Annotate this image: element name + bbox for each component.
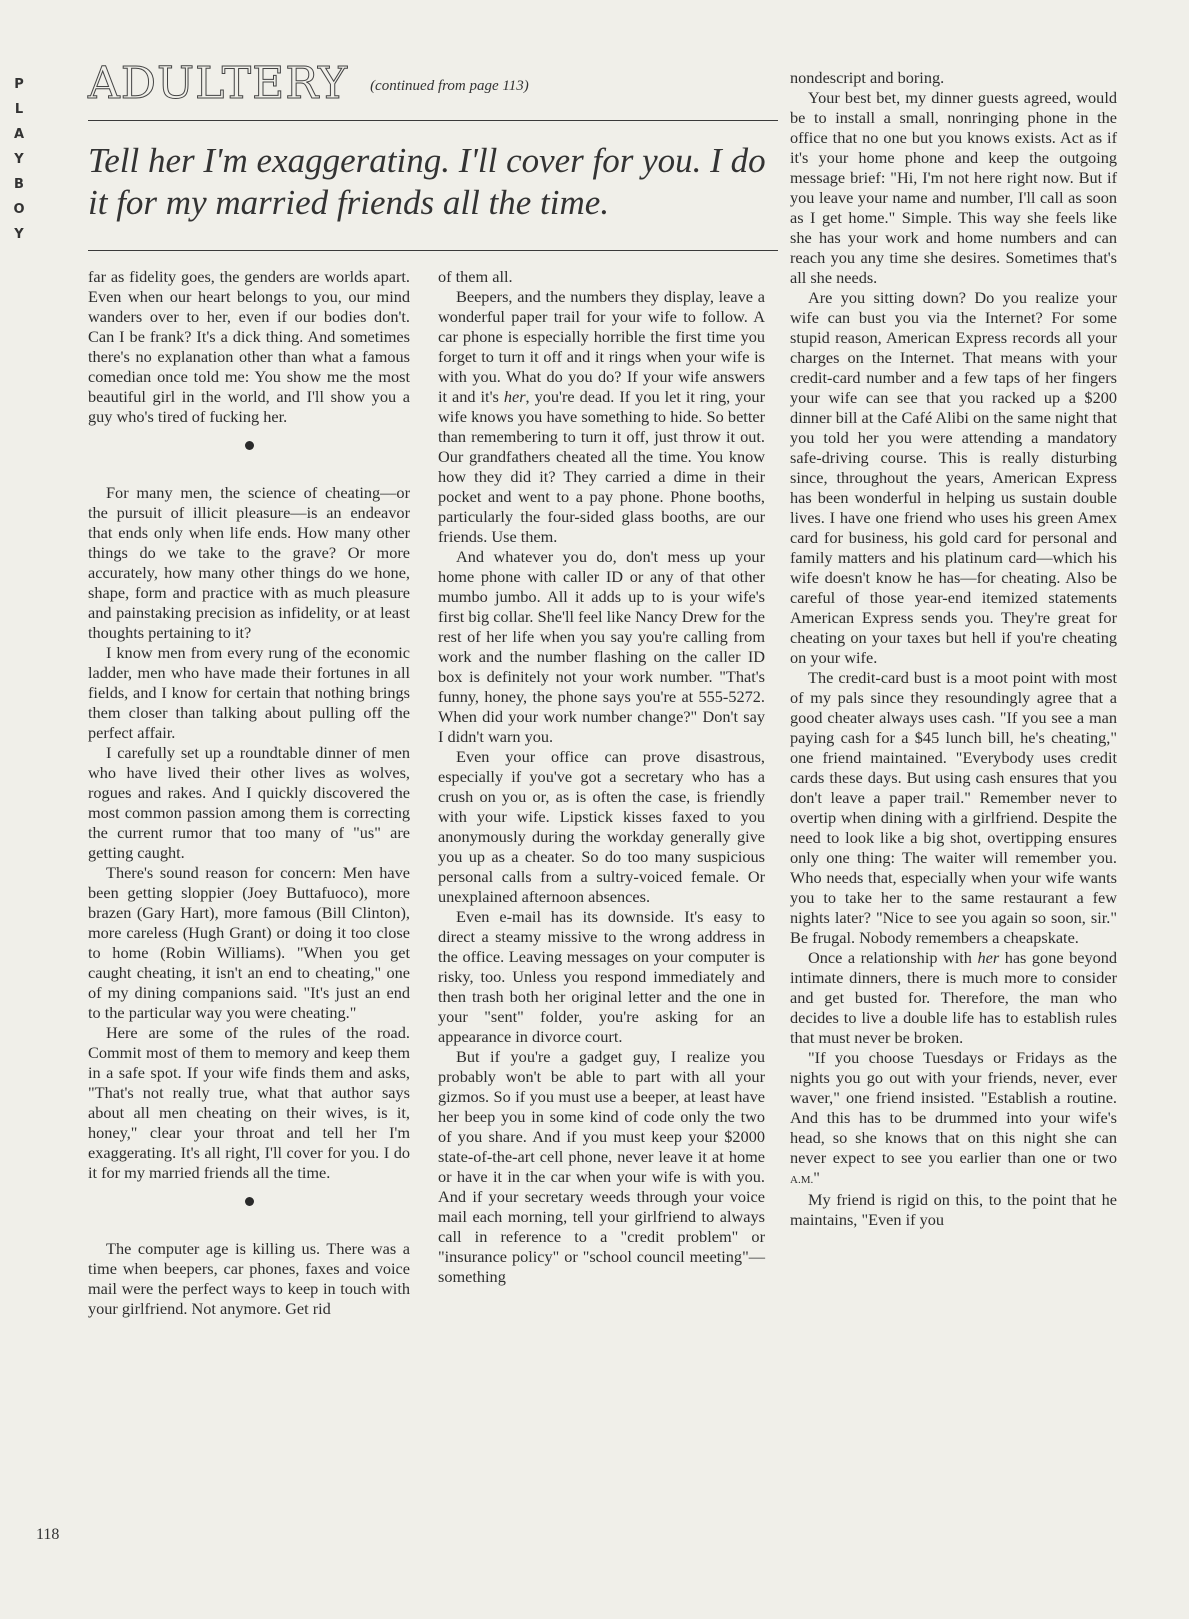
paragraph: I carefully set up a roundtable dinner of men who have lived their other lives as wolves, rogues and rakes. And I quickly discovered the most common passion among them is correcting the current rumor that too many of "us" are getting caught. [88,743,410,862]
text-run: Beepers, and the numbers they display, leave a wonderful paper trail for your wife to follow. A car phone is especially horrible the first time you forget to turn it off and it rings when your wife is with you. What do you do? If your wife answers it and it's [438,287,765,406]
page-number: 118 [36,1526,60,1543]
paragraph [790,1048,1117,1190]
section-bullet [245,441,254,450]
pull-quote-rule [88,250,778,251]
section-title: ADULTERY [88,58,349,109]
paragraph [790,948,1117,1048]
text-run: , you're dead. If you let it ring, your wife knows you have something to hide. So better than remembering to turn it off, just throw it out. Our grandfathers cheated all the time. You know how they did it? They carried a dime in their pocket and went to a pay phone. Phone booths, particularly the four-sided glass booths, are our friends. Use them. [438,387,765,546]
paragraph: There's sound reason for concern: Men have been getting sloppier (Joey Buttafuoco), more brazen (Gary Hart), more famous (Bill Clinton), more careless (Hugh Grant) or doing it too close to home (Robin Williams). "When you get caught cheating, it isn't an end to cheating," one of my dining companions said. "It's just an end to the particular way you were cheating." [88,863,410,1022]
paragraph: Here are some of the rules of the road. Commit most of them to memory and keep them in a safe spot. If your wife finds them and asks, "That's not really true, what that author says about all men cheating on their wives, is it, honey," clear your throat and tell her I'm exaggerating. It's all right, I'll cover for you. I do it for my married friends all the time. [88,1023,410,1182]
text-run: "If you choose Tuesdays or Fridays as the nights you go out with your friends, never, ever waver," one friend insisted. "Establish a routine. And this has to be drummed into your wife's head, so she knows that on this night she can never expect to see you earlier than one or two [790,1048,1117,1167]
emphasis: her [503,387,526,406]
text-run: " [813,1168,820,1187]
header-rule [88,120,778,121]
paragraph: The credit-card bust is a moot point with most of my pals since they resoundingly agree that a good cheater always uses cash. "If you see a man paying cash for a $45 lunch bill, he's cheating," one friend maintained. "Everybody uses credit cards these days. But using cash ensures that you don't leave a paper trail." Remember never to overtip when dining with a girlfriend. Despite the need to look like a big shot, overtipping ensures only one thing: The waiter will remember you. Who needs that, especially when your wife wants you to take her to the same restaurant a few nights later? "Nice to see you again so soon, sir." Be frugal. Nobody remembers a cheapskate. [790,668,1117,947]
section-bullet [245,1197,254,1206]
magazine-letter: Y [14,227,24,242]
small-caps-am: A.M. [790,1174,814,1186]
paragraph [438,287,765,547]
pull-quote: Tell her I'm exaggerating. I'll cover for you. I do it for my married friends all the time. [88,141,766,222]
paragraph: And whatever you do, don't mess up your home phone with caller ID or any of that other mumbo jumbo. All it adds up to is your wife's first big collar. She'll feel like Nancy Drew for the rest of her life when you say you're calling from work and the number flashing on the caller ID box is definitely not your work number. "That's funny, honey, the phone says you're at 555-5272. When did your work number change?" Don't say I didn't warn you. [438,547,765,746]
magazine-letter: P [14,77,24,92]
magazine-letter: B [14,177,24,192]
column-3 [790,68,1117,1230]
paragraph: Are you sitting down? Do you realize your wife can bust you via the Internet? For some stupid reason, American Express records all your charges on the Internet. That means with your credit-card number and a few taps of her fingers your wife can see that you racked up a $200 dinner bill at the Café Alibi on the same night that you told her you were attending a mandatory safe-driving course. This is really disturbing since, throughout the years, American Express has been wonderful in helping us sustain double lives. I have one friend who uses his green Amex card for business, his gold card for personal and family matters and his platinum card—which his wife doesn't know he has—for cheating. Also be careful of those year-end itemized statements American Express sends you. They're great for cheating on your taxes but hell if you're cheating on your wife. [790,288,1117,667]
column-1 [88,267,410,1319]
magazine-letter: L [14,102,24,117]
paragraph: Your best bet, my dinner guests agreed, would be to install a small, nonringing phone in the office that no one but you knows exists. Act as if it's your home phone and keep the outgoing message brief: "Hi, I'm not here right now. But if you leave your name and number, I'll call as soon as I get home." Simple. This way she feels like she has your work and home numbers and can reach you any time she desires. Sometimes that's all she needs. [790,88,1117,287]
paragraph: The computer age is killing us. There was a time when beepers, car phones, faxes and voice mail were the perfect ways to keep in touch with your girlfriend. Not anymore. Get rid [88,1239,410,1318]
paragraph: I know men from every rung of the economic ladder, men who have made their fortunes in all fields, and I know for certain that nothing brings them closer than talking about pulling off the perfect affair. [88,643,410,742]
magazine-letter: Y [14,152,24,167]
text-run: has gone beyond intimate dinners, there is much more to consider and get busted for. Therefore, the man who decides to live a double life has to establish rules that must never be broken. [790,948,1118,1047]
magazine-letter: A [13,127,25,142]
emphasis: her [977,948,1000,967]
magazine-name-vertical [8,72,30,247]
paragraph: Even your office can prove disastrous, especially if you've got a secretary who has a crush on you or, as is often the case, is friendly with your wife. Lipstick kisses faxed to you anonymously during the workday generally give you up as a cheater. So do too many suspicious personal calls from a sultry-voiced female. Or unexplained afternoon absences. [438,747,765,906]
magazine-letter: O [13,202,25,217]
text-run: Once a relationship with [808,948,978,967]
paragraph: My friend is rigid on this, to the point that he maintains, "Even if you [790,1190,1117,1229]
paragraph: of them all. [438,267,513,286]
paragraph: For many men, the science of cheating—or the pursuit of illicit pleasure—is an endeavor that ends only when life ends. How many other things do we take to the grave? Or more accurately, how many other things do we hone, shape, form and practice with as much pleasure and painstaking precision as infidelity, or at least thoughts pertaining to it? [88,483,410,642]
paragraph: nondescript and boring. [790,68,945,87]
column-2 [438,267,765,1287]
paragraph: far as fidelity goes, the genders are worlds apart. Even when our heart belongs to you, our mind wanders over to her, even if our bodies don't. Can I be frank? It's a dick thing. And sometimes there's no explanation other than what a famous comedian once told me: You show me the most beautiful girl in the world, and I'll show you a guy who's tired of fucking her. [88,267,410,426]
continued-note: (continued from page 113) [370,78,529,94]
article-header [88,58,778,109]
paragraph: But if you're a gadget guy, I realize you probably won't be able to part with all your gizmos. So if you must use a beeper, at least have her beep you in some kind of code only the two of you share. And if you must keep your $2000 state-of-the-art cell phone, never leave it at home or have it in the car when your wife is with you. And if your secretary weeds through your voice mail each morning, tell your girlfriend to always call in reference to a "credit problem" or "insurance policy" or "school council meeting"—something [438,1047,765,1286]
paragraph: Even e-mail has its downside. It's easy to direct a steamy missive to the wrong address in the office. Leaving messages on your computer is risky, too. Unless you respond immediately and then trash both her original letter and the one in your "sent" folder, you're asking for an appearance in divorce court. [438,907,765,1046]
